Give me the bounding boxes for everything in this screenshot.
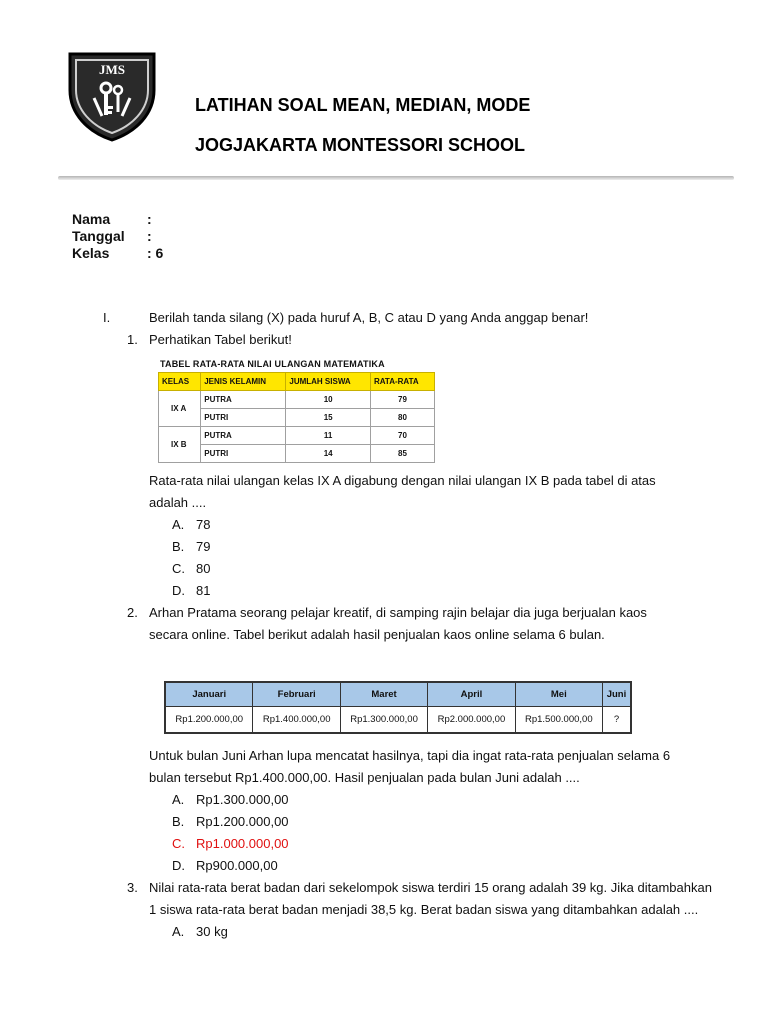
section-instruction: Berilah tanda silang (X) pada huruf A, B, C atau D yang Anda anggap benar! [149,310,589,325]
table-cell: 10 [286,391,371,409]
table-cell: Rp1.400.000,00 [253,707,340,734]
table-header: Januari [165,682,253,707]
table-header: KELAS [159,373,201,391]
table-cell: 11 [286,427,371,445]
table-cell-kelas: IX B [159,427,201,463]
table-header: Maret [340,682,427,707]
table-header: Februari [253,682,340,707]
table-cell: PUTRI [201,445,286,463]
option-letter: A. [172,517,185,532]
table-cell-kelas: IX A [159,391,201,427]
student-info [72,211,163,262]
logo-text: JMS [99,62,125,77]
table-cell: 80 [370,409,434,427]
info-label: Nama [72,211,111,227]
table-cell: PUTRI [201,409,286,427]
table-header-row [165,682,631,707]
table-header: JUMLAH SISWA [286,373,371,391]
table-row [159,427,435,445]
q1-number: 1. [127,332,138,347]
q1-table-caption: TABEL RATA-RATA NILAI ULANGAN MATEMATIKA [160,359,385,369]
option-text: 81 [196,583,211,598]
q3-line1: Nilai rata-rata berat badan dari sekelompok siswa terdiri 15 orang adalah 39 kg. Jika ditambahkan [149,880,712,895]
option-letter: D. [172,858,185,873]
school-logo [66,50,158,142]
info-row-tanggal [72,228,163,245]
table-cell: 70 [370,427,434,445]
table-cell: 85 [370,445,434,463]
info-label: Tanggal [72,228,125,244]
q1-table [158,372,435,463]
option-letter: B. [172,539,185,554]
option-text: 30 kg [196,924,228,939]
q1-question-line2: adalah .... [149,495,207,510]
table-row [165,707,631,734]
table-header-row [159,373,435,391]
section-numeral: I. [103,310,111,325]
table-cell: ? [602,707,631,734]
option-letter-highlighted: C. [172,836,185,851]
option-text: 79 [196,539,211,554]
q2-line1: Arhan Pratama seorang pelajar kreatif, di samping rajin belajar dia juga berjualan kaos [149,605,647,620]
table-cell: PUTRA [201,427,286,445]
q2-question-line1: Untuk bulan Juni Arhan lupa mencatat hasilnya, tapi dia ingat rata-rata penjualan selama 6 [149,748,671,763]
table-header: April [428,682,515,707]
info-value: : [147,211,152,227]
q1-text: Perhatikan Tabel berikut! [149,332,292,347]
option-text: 78 [196,517,211,532]
table-cell: Rp1.500.000,00 [515,707,602,734]
table-cell: 14 [286,445,371,463]
table-header: RATA-RATA [370,373,434,391]
option-letter: D. [172,583,185,598]
table-cell: Rp2.000.000,00 [428,707,515,734]
q2-line2: secara online. Tabel berikut adalah hasil penjualan kaos online selama 6 bulan. [149,627,605,642]
table-header: Mei [515,682,602,707]
school-name: JOGJAKARTA MONTESSORI SCHOOL [195,135,526,155]
info-value: : 6 [147,245,164,261]
table-cell: Rp1.200.000,00 [165,707,253,734]
table-row [159,445,435,463]
info-label: Kelas [72,245,110,261]
option-text-highlighted: Rp1.000.000,00 [196,836,289,851]
table-row [159,409,435,427]
header-divider [58,176,734,180]
info-row-kelas [72,245,163,262]
q1-question-line1: Rata-rata nilai ulangan kelas IX A digabung dengan nilai ulangan IX B pada tabel di atas [149,473,656,488]
option-text: 80 [196,561,211,576]
option-text: Rp1.200.000,00 [196,814,289,829]
info-row-nama [72,211,163,228]
page-title: LATIHAN SOAL MEAN, MEDIAN, MODE [195,95,531,115]
q2-number: 2. [127,605,138,620]
table-cell: 15 [286,409,371,427]
table-row [159,391,435,409]
table-header: Juni [602,682,631,707]
info-value: : [147,228,152,244]
option-letter: C. [172,561,185,576]
table-cell: Rp1.300.000,00 [340,707,427,734]
table-cell: 79 [370,391,434,409]
q2-sales-table [164,681,632,734]
option-text: Rp900.000,00 [196,858,278,873]
q3-number: 3. [127,880,138,895]
option-letter: B. [172,814,185,829]
option-letter: A. [172,924,185,939]
option-letter: A. [172,792,185,807]
option-text: Rp1.300.000,00 [196,792,289,807]
table-header: JENIS KELAMIN [201,373,286,391]
q3-line2: 1 siswa rata-rata berat badan menjadi 38,5 kg. Berat badan siswa yang ditambahkan adalah .... [149,902,699,917]
q2-question-line2: bulan tersebut Rp1.400.000,00. Hasil penjualan pada bulan Juni adalah .... [149,770,580,785]
table-cell: PUTRA [201,391,286,409]
